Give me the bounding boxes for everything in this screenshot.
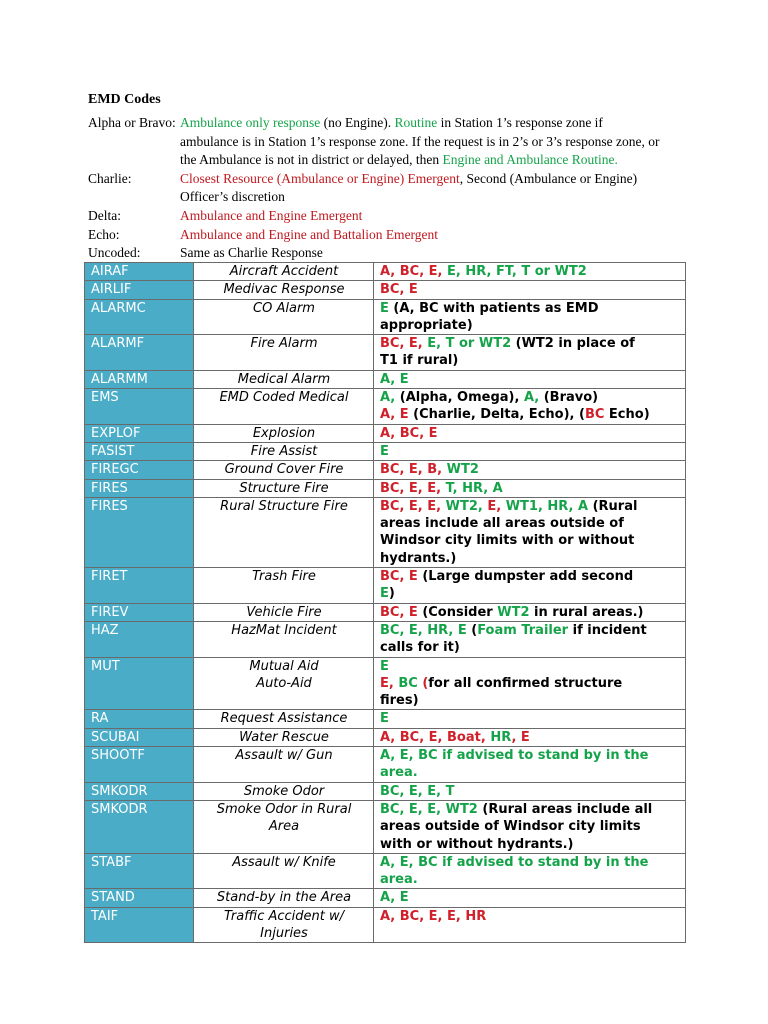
response-segment: (Alpha, Omega), — [395, 390, 524, 406]
response-segment: area. — [380, 765, 418, 781]
description-line: Fire Alarm — [250, 336, 318, 352]
response-segment: BC, E, — [380, 336, 428, 352]
response-line — [380, 406, 680, 423]
legend-continuation — [88, 151, 688, 170]
code-cell: ALARMF — [85, 335, 194, 371]
table-row — [85, 603, 686, 621]
response-segment: BC — [398, 675, 418, 691]
table-row — [85, 370, 686, 388]
response-segment: BC, E — [380, 282, 418, 298]
table-row — [85, 907, 686, 943]
code-cell: RA — [85, 710, 194, 728]
emd-codes-page — [88, 92, 688, 263]
response-segment: E, — [380, 675, 399, 691]
legend-continuation: Officer’s discretion — [180, 189, 285, 205]
code-cell: FASIST — [85, 442, 194, 460]
response-segment: A, BC, E, — [380, 264, 448, 279]
legend-alpha-bravo — [88, 114, 688, 133]
legend-text: , Second (Ambulance or Engine) — [459, 170, 638, 186]
response-cell — [374, 370, 686, 388]
response-cell — [374, 728, 686, 746]
response-segment: BC, E, E, WT2 — [380, 801, 478, 817]
response-line — [380, 550, 680, 567]
code-cell: FIRES — [85, 479, 194, 497]
response-line — [380, 352, 680, 369]
description-line: EMD Coded Medical — [219, 390, 349, 406]
description-line: Structure Fire — [239, 480, 329, 496]
response-line — [380, 622, 680, 639]
description-line: Stand-by in the Area — [216, 890, 352, 906]
legend-red-text: Closest Resource (Ambulance or Engine) Emergent — [180, 170, 460, 186]
description-line: Aircraft Accident — [229, 264, 339, 279]
response-segment: (Rural — [588, 498, 638, 514]
response-line — [380, 317, 680, 334]
code-cell: SCUBAI — [85, 728, 194, 746]
response-line — [380, 443, 680, 460]
code-cell: SHOOTF — [85, 747, 194, 783]
response-segment: A, E — [380, 371, 409, 387]
response-segment: for all confirmed structure — [428, 675, 623, 691]
response-cell — [374, 424, 686, 442]
table-row — [85, 621, 686, 657]
response-segment: BC, E — [380, 569, 418, 585]
response-segment: BC, E, B, — [380, 462, 447, 478]
description-line: HazMat Incident — [231, 622, 337, 638]
response-segment: E — [380, 300, 389, 316]
description-cell — [194, 603, 374, 621]
legend-echo — [88, 226, 688, 245]
response-line — [380, 692, 680, 709]
code-cell: HAZ — [85, 621, 194, 657]
response-cell — [374, 497, 686, 567]
legend-green-text: Ambulance only response — [180, 115, 321, 130]
legend-definition: Ambulance and Engine Emergent — [180, 207, 363, 223]
response-segment: WT1, HR, A — [505, 498, 589, 514]
description-cell — [194, 907, 374, 943]
code-cell: EMS — [85, 389, 194, 425]
response-line — [380, 425, 680, 442]
response-segment: E — [380, 658, 389, 674]
legend-definition — [180, 170, 688, 189]
code-cell: TAIF — [85, 907, 194, 943]
code-cell: FIRES — [85, 497, 194, 567]
legend-text: (no Engine). — [320, 115, 395, 130]
response-line — [380, 532, 680, 549]
description-cell — [194, 800, 374, 853]
response-segment: A, — [380, 390, 396, 406]
response-segment: calls for it) — [380, 640, 460, 656]
response-line — [380, 801, 680, 818]
response-segment: ) — [388, 586, 395, 602]
response-line — [380, 281, 680, 298]
legend-definition: Ambulance and Engine and Battalion Emergent — [180, 226, 439, 242]
response-line — [380, 515, 680, 532]
response-segment: T, HR, A — [445, 480, 503, 496]
description-cell — [194, 281, 374, 299]
response-cell — [374, 461, 686, 479]
response-segment: WT2 — [497, 604, 530, 620]
response-line — [380, 818, 680, 835]
response-line — [380, 729, 680, 746]
response-segment: E — [380, 586, 389, 602]
table-row — [85, 710, 686, 728]
legend-uncoded — [88, 244, 688, 263]
code-cell: MUT — [85, 657, 194, 710]
code-cell: EXPLOF — [85, 424, 194, 442]
description-line: Water Rescue — [239, 729, 329, 745]
response-cell — [374, 299, 686, 335]
response-line — [380, 498, 680, 515]
description-line: Medical Alarm — [237, 371, 331, 387]
response-line — [380, 836, 680, 853]
table-row — [85, 889, 686, 907]
table-row — [85, 281, 686, 299]
description-cell — [194, 747, 374, 783]
response-line — [380, 300, 680, 317]
code-cell: AIRLIF — [85, 281, 194, 299]
description-cell — [194, 497, 374, 567]
legend-charlie — [88, 170, 688, 189]
description-line: Medivac Response — [223, 282, 345, 298]
response-line — [380, 747, 680, 764]
description-line: Auto-Aid — [256, 675, 312, 691]
response-segment: BC, E, E, T — [380, 783, 455, 799]
response-segment: A, E — [380, 407, 409, 423]
table-row — [85, 728, 686, 746]
response-segment: (Rural areas include all — [477, 801, 653, 817]
legend-delta — [88, 207, 688, 226]
response-cell — [374, 889, 686, 907]
table-row — [85, 461, 686, 479]
code-cell: ALARMC — [85, 299, 194, 335]
description-line: Smoke Odor — [243, 783, 325, 799]
response-segment: in rural areas.) — [529, 604, 644, 620]
description-cell — [194, 710, 374, 728]
response-cell — [374, 800, 686, 853]
response-cell — [374, 568, 686, 604]
description-cell — [194, 461, 374, 479]
response-segment: Windsor city limits with or without — [380, 533, 635, 549]
description-cell — [194, 621, 374, 657]
code-cell: ALARMM — [85, 370, 194, 388]
codes-table-body — [85, 263, 686, 943]
code-cell: FIREGC — [85, 461, 194, 479]
response-segment: areas include all areas outside of — [380, 516, 624, 532]
legend-text: the Ambulance is not in district or delayed, then — [180, 152, 443, 168]
table-row — [85, 424, 686, 442]
table-row — [85, 782, 686, 800]
table-row — [85, 479, 686, 497]
code-cell: FIREV — [85, 603, 194, 621]
description-cell — [194, 370, 374, 388]
legend-definition — [180, 114, 688, 133]
response-cell — [374, 281, 686, 299]
response-segment: A, BC, E, Boat, — [380, 729, 491, 745]
table-row — [85, 853, 686, 889]
description-cell — [194, 442, 374, 460]
response-segment: WT2 — [446, 462, 479, 478]
table-row — [85, 335, 686, 371]
response-segment: appropriate) — [380, 317, 473, 333]
response-segment: Echo) — [604, 407, 650, 423]
response-cell — [374, 747, 686, 783]
code-cell: SMKODR — [85, 782, 194, 800]
code-cell: AIRAF — [85, 263, 194, 281]
response-cell — [374, 657, 686, 710]
response-line — [380, 764, 680, 781]
legend-text: in Station 1’s response zone if — [437, 115, 603, 130]
response-segment: , E — [511, 729, 530, 745]
description-line: Trash Fire — [252, 569, 316, 585]
response-segment: A, E, BC if advised to stand by in the — [380, 854, 649, 870]
code-cell: SMKODR — [85, 800, 194, 853]
response-segment: HR — [490, 729, 512, 745]
response-line — [380, 871, 680, 888]
code-cell: STAND — [85, 889, 194, 907]
description-line: Fire Assist — [250, 443, 318, 459]
response-segment: (WT2 in place of — [511, 336, 635, 352]
response-segment: hydrants.) — [380, 550, 457, 566]
legend-definition: Same as Charlie Response — [180, 245, 323, 261]
description-line: Assault w/ Gun — [235, 748, 333, 764]
legend-green-text: Routine — [394, 115, 438, 130]
response-segment: A, BC, E, E, HR — [380, 908, 487, 924]
code-cell: STABF — [85, 853, 194, 889]
response-segment: WT2, — [445, 498, 488, 514]
response-line — [380, 889, 680, 906]
response-line — [380, 263, 680, 280]
response-segment: BC, E, E, — [380, 498, 446, 514]
description-cell — [194, 889, 374, 907]
response-line — [380, 568, 680, 585]
table-row — [85, 442, 686, 460]
description-line: Rural Structure Fire — [220, 498, 348, 514]
response-segment: E, — [487, 498, 506, 514]
response-line — [380, 480, 680, 497]
response-segment: A, E, BC if advised to stand by in the — [380, 748, 649, 764]
legend-term: Uncoded: — [88, 245, 141, 261]
response-segment: BC, E — [380, 604, 418, 620]
response-line — [380, 585, 680, 602]
response-line — [380, 639, 680, 656]
response-segment: A, BC, E — [380, 425, 438, 441]
response-line — [380, 604, 680, 621]
response-line — [380, 335, 680, 352]
response-cell — [374, 263, 686, 281]
response-line — [380, 658, 680, 675]
response-segment: (Large dumpster add second — [417, 569, 634, 585]
emd-legend — [88, 114, 688, 263]
legend-green-text: Engine and Ambulance Routine. — [442, 152, 618, 168]
description-cell — [194, 424, 374, 442]
description-cell — [194, 568, 374, 604]
table-row — [85, 389, 686, 425]
response-cell — [374, 710, 686, 728]
response-segment: area. — [380, 872, 418, 888]
legend-term: Echo: — [88, 226, 120, 242]
response-segment: with or without hydrants.) — [380, 836, 574, 852]
response-line — [380, 461, 680, 478]
description-cell — [194, 479, 374, 497]
description-line: Explosion — [252, 425, 316, 441]
description-line: Vehicle Fire — [246, 604, 322, 620]
description-line: Request Assistance — [220, 711, 348, 727]
response-cell — [374, 782, 686, 800]
table-row — [85, 747, 686, 783]
response-cell — [374, 442, 686, 460]
description-cell — [194, 389, 374, 425]
description-line: Area — [268, 819, 300, 835]
legend-term: Charlie: — [88, 170, 132, 186]
response-cell — [374, 335, 686, 371]
description-cell — [194, 657, 374, 710]
legend-term: Alpha or Bravo: — [88, 115, 176, 130]
response-line — [380, 783, 680, 800]
response-cell — [374, 389, 686, 425]
response-line — [380, 675, 680, 692]
legend-term: Delta: — [88, 207, 121, 223]
response-line — [380, 854, 680, 871]
description-cell — [194, 299, 374, 335]
response-segment: if incident — [568, 622, 647, 638]
description-line: Smoke Odor in Rural — [216, 801, 352, 817]
response-segment: A, — [523, 390, 540, 406]
table-row — [85, 568, 686, 604]
response-line — [380, 710, 680, 727]
document-title: EMD Codes — [88, 92, 161, 107]
response-line — [380, 908, 680, 925]
response-segment: (Charlie, Delta, Echo), ( — [408, 407, 585, 423]
table-row — [85, 657, 686, 710]
emd-codes-table — [84, 262, 686, 943]
response-cell — [374, 853, 686, 889]
response-segment: fires) — [380, 693, 419, 709]
table-row — [85, 497, 686, 567]
response-segment: ( — [417, 675, 429, 691]
description-line: Mutual Aid — [249, 658, 319, 674]
description-line: Injuries — [260, 925, 308, 941]
response-segment: E, HR, FT, T or WT2 — [447, 264, 587, 279]
response-segment: A, E — [380, 890, 409, 906]
legend-continuation: ambulance is in Station 1’s response zone. If the request is in 2’s or 3’s response zone, or — [180, 133, 660, 149]
response-segment: (Consider — [417, 604, 498, 620]
response-segment: BC — [584, 407, 605, 423]
description-cell — [194, 728, 374, 746]
response-cell — [374, 479, 686, 497]
response-segment: (A, BC with patients as EMD — [388, 300, 599, 316]
response-cell — [374, 907, 686, 943]
table-row — [85, 299, 686, 335]
response-segment: BC, E, E, — [380, 480, 446, 496]
response-segment: T1 if rural) — [380, 353, 459, 369]
description-line: Traffic Accident w/ — [223, 908, 345, 924]
table-row — [85, 800, 686, 853]
description-line: CO Alarm — [253, 300, 315, 316]
response-segment: (Bravo) — [539, 390, 599, 406]
response-segment: ( — [466, 622, 478, 638]
code-cell: FIRET — [85, 568, 194, 604]
response-cell — [374, 603, 686, 621]
response-segment: E — [380, 711, 389, 727]
response-segment: areas outside of Windsor city limits — [380, 819, 641, 835]
description-cell — [194, 853, 374, 889]
description-line: Assault w/ Knife — [232, 854, 336, 870]
response-cell — [374, 621, 686, 657]
response-segment: BC, E, HR, E — [380, 622, 467, 638]
description-line: Ground Cover Fire — [224, 462, 344, 478]
response-segment: E — [380, 443, 389, 459]
description-cell — [194, 263, 374, 281]
response-segment: E, T or WT2 — [427, 336, 512, 352]
description-cell — [194, 782, 374, 800]
response-line — [380, 371, 680, 388]
response-line — [380, 389, 680, 406]
table-row — [85, 263, 686, 281]
description-cell — [194, 335, 374, 371]
response-segment: Foam Trailer — [477, 622, 569, 638]
